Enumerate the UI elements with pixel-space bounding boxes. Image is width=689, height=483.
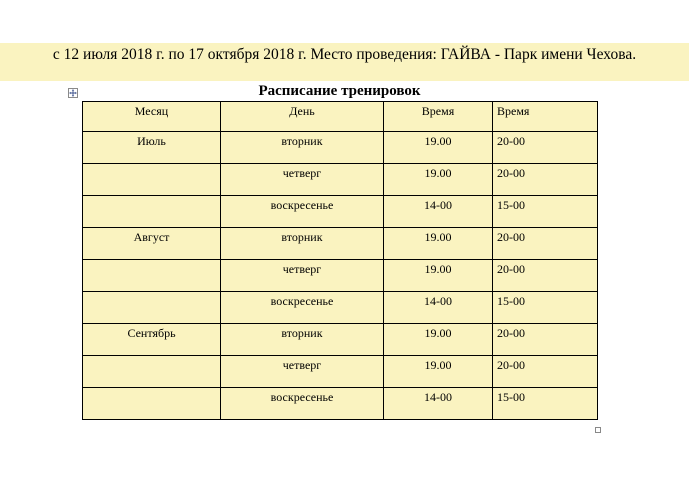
cell-day: вторник: [221, 228, 384, 260]
cell-day: вторник: [221, 324, 384, 356]
cell-time-from: 19.00: [384, 260, 493, 292]
table-row: [83, 356, 598, 388]
cell-day: воскресенье: [221, 196, 384, 228]
table-row: [83, 228, 598, 260]
table-header-row: [83, 102, 598, 132]
cell-month: [83, 260, 221, 292]
table-row: [83, 164, 598, 196]
table-move-icon[interactable]: [68, 88, 78, 98]
cell-time-from: 19.00: [384, 164, 493, 196]
cell-month: [83, 388, 221, 420]
cell-month: [83, 164, 221, 196]
cell-day: воскресенье: [221, 292, 384, 324]
cell-day: четверг: [221, 356, 384, 388]
header-month: Месяц: [83, 102, 221, 132]
cell-time-from: 19.00: [384, 132, 493, 164]
cell-time-to: 20-00: [493, 356, 598, 388]
table-row: [83, 260, 598, 292]
cell-day: четверг: [221, 164, 384, 196]
schedule-table: [82, 101, 598, 420]
cell-time-from: 14-00: [384, 292, 493, 324]
table-resize-handle[interactable]: [595, 427, 601, 433]
table-row: [83, 196, 598, 228]
cell-month: [83, 196, 221, 228]
header-time-to: Время: [493, 102, 598, 132]
cell-day: четверг: [221, 260, 384, 292]
cell-day: вторник: [221, 132, 384, 164]
cell-time-from: 19.00: [384, 324, 493, 356]
table-row: [83, 132, 598, 164]
info-banner-text: с 12 июля 2018 г. по 17 октября 2018 г. Место проведения: ГАЙВА - Парк имени Чехова.: [52, 46, 637, 63]
cell-time-to: 20-00: [493, 132, 598, 164]
table-row: [83, 324, 598, 356]
cell-time-to: 20-00: [493, 228, 598, 260]
cell-time-to: 15-00: [493, 388, 598, 420]
cell-month: Июль: [83, 132, 221, 164]
cell-month: [83, 356, 221, 388]
move-arrows-icon: [69, 89, 77, 97]
cell-time-from: 19.00: [384, 356, 493, 388]
table-title: Расписание тренировок: [258, 83, 421, 99]
cell-day: воскресенье: [221, 388, 384, 420]
cell-time-to: 15-00: [493, 292, 598, 324]
table-row: [83, 292, 598, 324]
header-day: День: [221, 102, 384, 132]
table-row: [83, 388, 598, 420]
cell-time-to: 20-00: [493, 260, 598, 292]
cell-time-to: 20-00: [493, 164, 598, 196]
cell-month: Сентябрь: [83, 324, 221, 356]
cell-month: Август: [83, 228, 221, 260]
header-time-from: Время: [384, 102, 493, 132]
cell-time-to: 20-00: [493, 324, 598, 356]
cell-time-from: 19.00: [384, 228, 493, 260]
cell-month: [83, 292, 221, 324]
cell-time-to: 15-00: [493, 196, 598, 228]
cell-time-from: 14-00: [384, 196, 493, 228]
cell-time-from: 14-00: [384, 388, 493, 420]
